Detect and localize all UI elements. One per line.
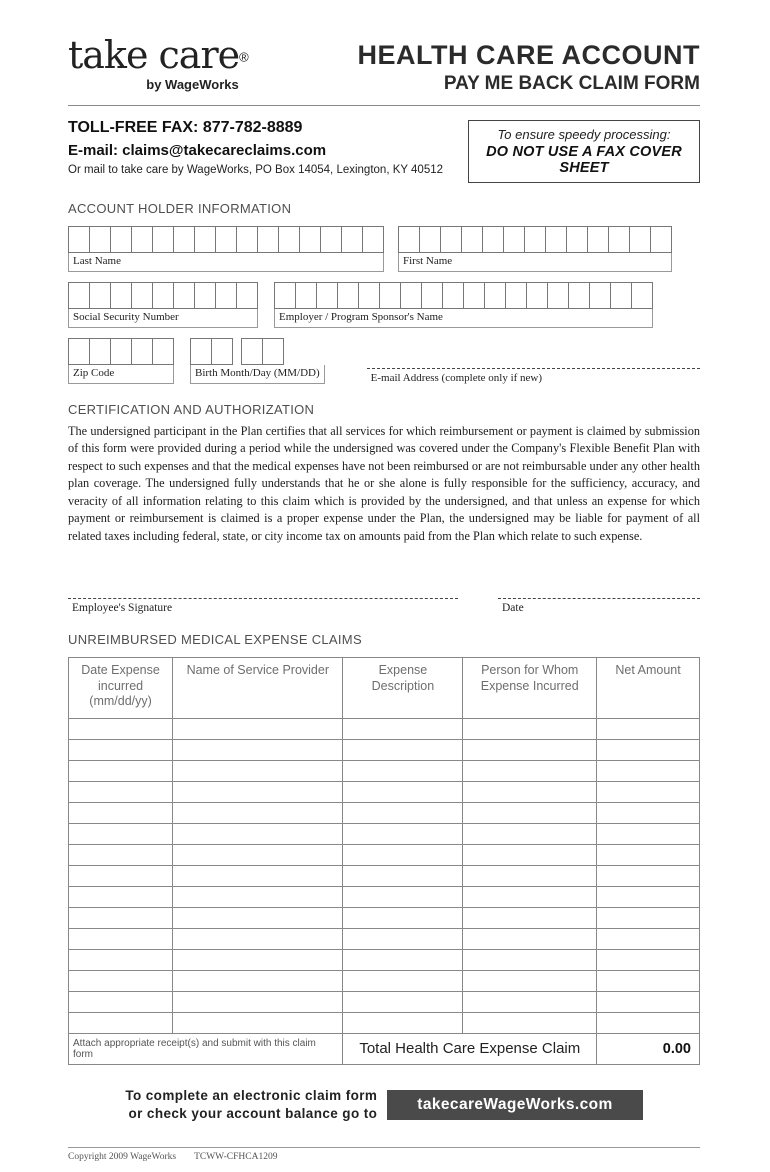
- char-box[interactable]: [526, 282, 548, 309]
- claims-cell[interactable]: [463, 886, 597, 907]
- claims-empty-row: [69, 781, 700, 802]
- char-box[interactable]: [299, 226, 321, 253]
- claims-cell[interactable]: [463, 928, 597, 949]
- char-box[interactable]: [152, 282, 174, 309]
- char-box[interactable]: [463, 282, 485, 309]
- claims-cell[interactable]: [173, 865, 343, 886]
- email-address-label: E-mail Address (complete only if new): [370, 371, 543, 384]
- char-box[interactable]: [274, 282, 296, 309]
- claims-cell[interactable]: [173, 970, 343, 991]
- char-box[interactable]: [524, 226, 546, 253]
- attach-receipts-note: Attach appropriate receipt(s) and submit with this claim form: [69, 1033, 343, 1064]
- char-box[interactable]: [194, 282, 216, 309]
- claims-empty-row: [69, 844, 700, 865]
- claims-empty-row: [69, 823, 700, 844]
- char-box[interactable]: [236, 282, 258, 309]
- name-fields-row: [68, 226, 700, 272]
- claims-cell[interactable]: [69, 991, 173, 1012]
- total-claim-label: Total Health Care Expense Claim: [343, 1033, 597, 1064]
- registered-mark-icon: ®: [239, 49, 249, 65]
- claims-cell[interactable]: [343, 718, 463, 739]
- claims-cell[interactable]: [597, 739, 700, 760]
- claims-cell[interactable]: [69, 928, 173, 949]
- zip-label: Zip Code: [68, 365, 174, 384]
- char-box[interactable]: [262, 338, 284, 365]
- claims-empty-row: [69, 760, 700, 781]
- signature-label: Employee's Signature: [72, 602, 173, 615]
- char-box[interactable]: [89, 338, 111, 365]
- claims-cell[interactable]: [173, 928, 343, 949]
- signature-field[interactable]: [68, 579, 458, 614]
- zip-field[interactable]: [68, 338, 174, 384]
- first-name-label: First Name: [398, 253, 672, 272]
- claims-empty-row: [69, 991, 700, 1012]
- claims-cell[interactable]: [69, 802, 173, 823]
- claims-empty-row: [69, 928, 700, 949]
- employer-label: Employer / Program Sponsor's Name: [274, 309, 653, 328]
- claims-cell[interactable]: [597, 823, 700, 844]
- char-box[interactable]: [440, 226, 462, 253]
- claims-cell[interactable]: [597, 802, 700, 823]
- section-certification: CERTIFICATION AND AUTHORIZATION: [68, 401, 315, 417]
- form-subtitle: PAY ME BACK CLAIM FORM: [443, 73, 700, 95]
- claims-cell[interactable]: [597, 865, 700, 886]
- claims-cell[interactable]: [463, 949, 597, 970]
- char-box[interactable]: [631, 282, 653, 309]
- char-box[interactable]: [503, 226, 525, 253]
- claims-cell[interactable]: [597, 1012, 700, 1033]
- form-header: [68, 33, 700, 95]
- birth-month-comb[interactable]: [190, 338, 233, 365]
- claims-cell[interactable]: [463, 865, 597, 886]
- form-title: HEALTH CARE ACCOUNT: [357, 40, 700, 70]
- last-name-field[interactable]: [68, 226, 384, 272]
- char-box[interactable]: [295, 282, 317, 309]
- logo-byline: by WageWorks: [146, 77, 239, 92]
- char-box[interactable]: [152, 338, 174, 365]
- claims-cell[interactable]: [597, 844, 700, 865]
- char-box[interactable]: [68, 338, 90, 365]
- char-box[interactable]: [110, 338, 132, 365]
- signature-row: [68, 579, 700, 614]
- cta-text: [125, 1087, 377, 1123]
- last-name-label: Last Name: [68, 253, 384, 272]
- claims-cell[interactable]: [463, 718, 597, 739]
- char-box[interactable]: [608, 226, 630, 253]
- claims-cell[interactable]: [343, 970, 463, 991]
- claims-total-row: [69, 1033, 700, 1064]
- claims-empty-row: [69, 865, 700, 886]
- char-box[interactable]: [131, 338, 153, 365]
- char-box[interactable]: [341, 226, 363, 253]
- char-box[interactable]: [337, 282, 359, 309]
- zip-birth-email-row: [68, 338, 700, 384]
- website-link[interactable]: takecareWageWorks.com: [387, 1090, 642, 1120]
- date-field[interactable]: [498, 579, 700, 614]
- claims-cell[interactable]: [343, 949, 463, 970]
- first-name-comb[interactable]: [398, 226, 672, 253]
- claims-cell[interactable]: [343, 739, 463, 760]
- claims-cell[interactable]: [69, 949, 173, 970]
- char-box[interactable]: [589, 282, 611, 309]
- notice-line-2: DO NOT USE A FAX COVER SHEET: [486, 143, 682, 176]
- zip-comb[interactable]: [68, 338, 174, 365]
- char-box[interactable]: [131, 282, 153, 309]
- claims-cell[interactable]: [69, 781, 173, 802]
- char-box[interactable]: [215, 226, 237, 253]
- contact-section: [68, 118, 700, 183]
- claims-empty-row: [69, 907, 700, 928]
- contact-details: [68, 118, 443, 183]
- char-box[interactable]: [400, 282, 422, 309]
- claims-cell[interactable]: [343, 865, 463, 886]
- claims-cell[interactable]: [597, 907, 700, 928]
- col-header-description: Expense Description: [343, 658, 463, 719]
- logo-wordmark: take care: [68, 33, 240, 77]
- char-box[interactable]: [568, 282, 590, 309]
- claims-cell[interactable]: [343, 760, 463, 781]
- claims-cell[interactable]: [463, 907, 597, 928]
- claims-cell[interactable]: [597, 718, 700, 739]
- claims-cell[interactable]: [463, 844, 597, 865]
- char-box[interactable]: [194, 226, 216, 253]
- claims-cell[interactable]: [173, 886, 343, 907]
- char-box[interactable]: [419, 226, 441, 253]
- claims-cell[interactable]: [343, 1012, 463, 1033]
- ssn-label: Social Security Number: [68, 309, 258, 328]
- claims-cell[interactable]: [69, 718, 173, 739]
- char-box[interactable]: [362, 226, 384, 253]
- char-box[interactable]: [89, 226, 111, 253]
- char-box[interactable]: [320, 226, 342, 253]
- claims-cell[interactable]: [173, 907, 343, 928]
- claims-cell[interactable]: [173, 760, 343, 781]
- char-box[interactable]: [236, 226, 258, 253]
- col-header-amount: Net Amount: [597, 658, 700, 719]
- claims-cell[interactable]: [69, 1012, 173, 1033]
- copyright-text: Copyright 2009 WageWorks: [68, 1152, 177, 1163]
- electronic-claim-cta: [68, 1087, 700, 1123]
- char-box[interactable]: [131, 226, 153, 253]
- char-box[interactable]: [461, 226, 483, 253]
- claims-cell[interactable]: [69, 907, 173, 928]
- claims-cell[interactable]: [597, 928, 700, 949]
- header-divider: [68, 105, 700, 106]
- char-box[interactable]: [484, 282, 506, 309]
- char-box[interactable]: [398, 226, 420, 253]
- claims-cell[interactable]: [463, 739, 597, 760]
- claims-cell[interactable]: [173, 802, 343, 823]
- char-box[interactable]: [545, 226, 567, 253]
- claims-empty-row: [69, 886, 700, 907]
- last-name-comb[interactable]: [68, 226, 384, 253]
- ssn-field[interactable]: [68, 282, 258, 328]
- claims-cell[interactable]: [343, 844, 463, 865]
- char-box[interactable]: [566, 226, 588, 253]
- email-address-line[interactable]: [367, 349, 700, 369]
- cta-line-1: To complete an electronic claim form: [125, 1087, 378, 1103]
- claims-cell[interactable]: [343, 928, 463, 949]
- claims-cell[interactable]: [69, 760, 173, 781]
- char-box[interactable]: [587, 226, 609, 253]
- claims-cell[interactable]: [173, 949, 343, 970]
- char-box[interactable]: [68, 226, 90, 253]
- ssn-comb[interactable]: [68, 282, 258, 309]
- claims-cell[interactable]: [463, 970, 597, 991]
- claims-cell[interactable]: [69, 739, 173, 760]
- certification-text: The undersigned participant in the Plan certifies that all services for which reimbursement or payment is claimed by submission of this form were provided during a period while the undersigned was covered under the Company's Flexible Benefit Plan with respect to such expenses and that the medical expenses have not been reimbursed or are not reimbursable under any other health plan coverage. The undersigned fully understands that he or she alone is fully responsible for the sufficiency, accuracy, and veracity of all information relating to this claim which is provided by the undersigned, and that unless an expense for which payment or reimbursement is claimed is a proper expense under the Plan, the undersigned may be liable for payment of all related taxes including federal, state, or city income tax on amounts paid from the Plan which relate to such expense.: [68, 423, 700, 543]
- claims-cell[interactable]: [463, 823, 597, 844]
- cta-line-2: or check your account balance go to: [128, 1106, 378, 1122]
- claims-cell[interactable]: [597, 991, 700, 1012]
- notice-line-1: To ensure speedy processing:: [497, 126, 671, 142]
- claims-cell[interactable]: [597, 886, 700, 907]
- employer-field[interactable]: [274, 282, 653, 328]
- char-box[interactable]: [89, 282, 111, 309]
- char-box[interactable]: [215, 282, 237, 309]
- fax-line: TOLL-FREE FAX: 877-782-8889: [68, 118, 303, 136]
- char-box[interactable]: [505, 282, 527, 309]
- claims-cell[interactable]: [343, 886, 463, 907]
- claims-cell[interactable]: [343, 781, 463, 802]
- ssn-employer-row: [68, 282, 700, 328]
- first-name-field[interactable]: [398, 226, 672, 272]
- email-address-field[interactable]: [367, 349, 700, 384]
- fax-notice-box: [468, 120, 700, 183]
- claims-cell[interactable]: [463, 1012, 597, 1033]
- claims-table-body: [69, 718, 700, 1033]
- char-box[interactable]: [482, 226, 504, 253]
- email-line: E-mail: claims@takecareclaims.com: [68, 141, 327, 159]
- takecare-logo: [68, 33, 249, 92]
- claims-header-row: [69, 658, 700, 719]
- claims-cell[interactable]: [343, 802, 463, 823]
- char-box[interactable]: [547, 282, 569, 309]
- date-label: Date: [502, 602, 524, 615]
- claims-cell[interactable]: [343, 991, 463, 1012]
- claims-cell[interactable]: [173, 991, 343, 1012]
- claims-cell[interactable]: [69, 823, 173, 844]
- char-box[interactable]: [442, 282, 464, 309]
- claims-cell[interactable]: [463, 991, 597, 1012]
- char-box[interactable]: [421, 282, 443, 309]
- claims-cell[interactable]: [173, 844, 343, 865]
- mail-line: Or mail to take care by WageWorks, PO Box 14054, Lexington, KY 40512: [68, 164, 444, 177]
- char-box[interactable]: [257, 226, 279, 253]
- char-box[interactable]: [278, 226, 300, 253]
- claims-cell[interactable]: [173, 739, 343, 760]
- claims-empty-row: [69, 949, 700, 970]
- claims-cell[interactable]: [173, 823, 343, 844]
- claims-cell[interactable]: [463, 781, 597, 802]
- claims-cell[interactable]: [173, 1012, 343, 1033]
- claims-table: [68, 657, 700, 1065]
- char-box[interactable]: [110, 226, 132, 253]
- employer-comb[interactable]: [274, 282, 653, 309]
- total-claim-value: 0.00: [597, 1033, 700, 1064]
- claims-cell[interactable]: [343, 823, 463, 844]
- char-box[interactable]: [173, 282, 195, 309]
- copyright-row: [68, 1148, 700, 1172]
- claims-cell[interactable]: [69, 886, 173, 907]
- claims-cell[interactable]: [173, 718, 343, 739]
- char-box[interactable]: [316, 282, 338, 309]
- claims-cell[interactable]: [173, 781, 343, 802]
- claims-empty-row: [69, 802, 700, 823]
- claims-cell[interactable]: [597, 760, 700, 781]
- claims-cell[interactable]: [597, 781, 700, 802]
- char-box[interactable]: [241, 338, 263, 365]
- col-header-provider: Name of Service Provider: [173, 658, 343, 719]
- birth-label: Birth Month/Day (MM/DD): [190, 365, 325, 384]
- claims-empty-row: [69, 970, 700, 991]
- claims-empty-row: [69, 1012, 700, 1033]
- birth-field[interactable]: [190, 338, 325, 384]
- form-code: TCWW-CFHCA1209: [194, 1152, 278, 1163]
- char-box[interactable]: [190, 338, 212, 365]
- section-claims: UNREIMBURSED MEDICAL EXPENSE CLAIMS: [68, 632, 362, 648]
- birth-day-comb[interactable]: [241, 338, 284, 365]
- char-box[interactable]: [629, 226, 651, 253]
- col-header-person: Person for Whom Expense Incurred: [463, 658, 597, 719]
- claims-cell[interactable]: [463, 760, 597, 781]
- char-box[interactable]: [110, 282, 132, 309]
- claims-cell[interactable]: [463, 802, 597, 823]
- char-box[interactable]: [358, 282, 380, 309]
- claims-cell[interactable]: [69, 865, 173, 886]
- char-box[interactable]: [173, 226, 195, 253]
- section-account-holder: ACCOUNT HOLDER INFORMATION: [68, 200, 292, 216]
- claims-empty-row: [69, 718, 700, 739]
- claims-cell[interactable]: [343, 907, 463, 928]
- char-box[interactable]: [650, 226, 672, 253]
- form-title-block: [358, 36, 700, 95]
- char-box[interactable]: [152, 226, 174, 253]
- char-box[interactable]: [68, 282, 90, 309]
- char-box[interactable]: [379, 282, 401, 309]
- claims-cell[interactable]: [597, 970, 700, 991]
- date-line[interactable]: [498, 579, 700, 599]
- claims-cell[interactable]: [69, 970, 173, 991]
- claims-cell[interactable]: [597, 949, 700, 970]
- col-header-date: Date Expense incurred (mm/dd/yy): [69, 658, 173, 719]
- char-box[interactable]: [610, 282, 632, 309]
- signature-line[interactable]: [68, 579, 458, 599]
- char-box[interactable]: [211, 338, 233, 365]
- claims-empty-row: [69, 739, 700, 760]
- claims-cell[interactable]: [69, 844, 173, 865]
